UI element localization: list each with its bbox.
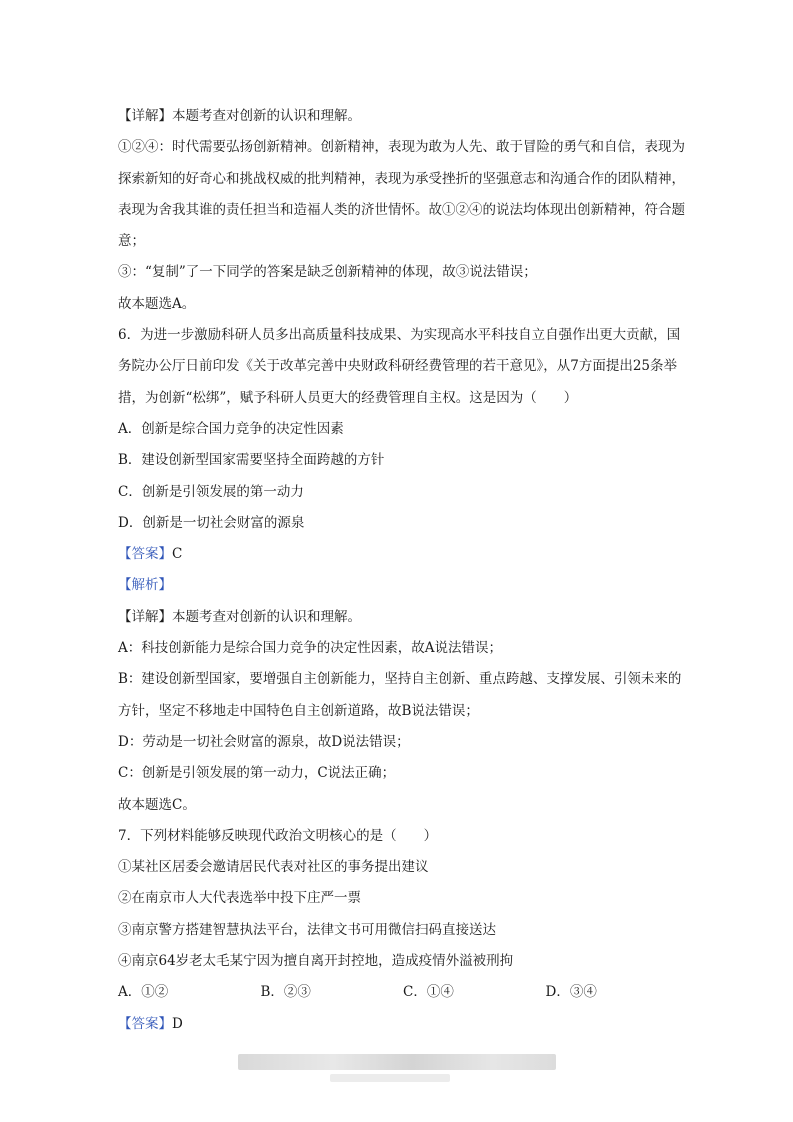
- q5-analysis-paragraph-2: ③：“复制”了一下同学的答案是缺乏创新精神的体现，故③说法错误；: [118, 264, 537, 281]
- q7-option-a: A．①②: [118, 984, 169, 1001]
- q6-analysis-tag: 【解析】: [118, 577, 172, 594]
- q6-answer-line: [118, 539, 688, 570]
- q7-item-1: ①某社区居委会邀请居民代表对社区的事务提出建议: [118, 859, 429, 876]
- q6-option-d: D．创新是一切社会财富的源泉: [118, 514, 305, 531]
- q7-option-c: C．①④: [403, 984, 454, 1001]
- q6-detail-line: [118, 602, 688, 633]
- q7-item-2: ②在南京市人大代表选举中投下庄严一票: [118, 890, 361, 907]
- q5-analysis-paragraph-1: ①②④：时代需要弘扬创新精神。创新精神，表现为敢为人先、敢于冒险的勇气和自信，表现为探索新知的好奇心和挑战权威的批判精神，表现为承受挫折的坚强意志和沟通合作的团队精神，表现为舍我其谁的责任担当和造福人类的济世情怀。故①②④的说法均体现出创新精神，符合题意；: [118, 139, 685, 250]
- q6-analysis-b: B：建设创新型国家，要增强自主创新能力，坚持自主创新、重点跨越、支撑发展、引领未来的方针，坚定不移地走中国特色自主创新道路，故B说法错误；: [118, 671, 682, 719]
- q6-option-b: B．建设创新型国家需要坚持全面跨越的方针: [118, 452, 385, 469]
- q6-stem: 6．为进一步激励科研人员多出高质量科技成果、为实现高水平科技自立自强作出更大贡献，国务院办公厅日前印发《关于改革完善中央财政科研经费管理的若干意见》，从7方面提出25条举措，为创新“松绑”，赋予科研人员更大的经费管理自主权。这是因为（ ）: [118, 327, 681, 406]
- detail-text: 本题考查对创新的认识和理解。: [172, 108, 361, 124]
- answer-tag: 【答案】: [118, 1015, 172, 1032]
- q6-analysis-c: C：创新是引领发展的第一动力，C说法正确；: [118, 765, 396, 782]
- q6-option-a: A．创新是综合国力竞争的决定性因素: [118, 420, 344, 437]
- blurred-footer-watermark: [238, 1054, 556, 1070]
- q5-conclusion: 故本题选A。: [118, 295, 196, 312]
- detail-tag: 【详解】: [118, 608, 172, 625]
- detail-tag: 【详解】: [118, 108, 172, 124]
- q7-item-4: ④南京64岁老太毛某宁因为擅自离开封控地，造成疫情外溢被刑拘: [118, 953, 514, 970]
- q7-option-b: B．②③: [260, 984, 311, 1001]
- blurred-footer-watermark-secondary: [330, 1074, 450, 1082]
- answer-value: D: [172, 1015, 183, 1032]
- answer-value: C: [172, 546, 183, 563]
- q7-stem: 7．下列材料能够反映现代政治文明核心的是（ ）: [118, 827, 438, 844]
- answer-tag: 【答案】: [118, 546, 172, 563]
- q6-option-c: C．创新是引领发展的第一动力: [118, 483, 304, 500]
- q7-option-d: D．③④: [545, 984, 597, 1001]
- q6-analysis-a: A：科技创新能力是综合国力竞争的决定性因素，故A说法错误；: [118, 640, 502, 657]
- q5-detail-line: [118, 101, 688, 132]
- q7-item-3: ③南京警方搭建智慧执法平台，法律文书可用微信扫码直接送达: [118, 921, 496, 938]
- q6-conclusion: 故本题选C。: [118, 796, 196, 813]
- detail-text: 本题考查对创新的认识和理解。: [172, 608, 361, 625]
- document-content: [118, 101, 688, 1040]
- q7-answer-line: [118, 1009, 688, 1040]
- q7-options: [118, 977, 688, 1008]
- q6-analysis-d: D：劳动是一切社会财富的源泉，故D说法错误；: [118, 733, 410, 750]
